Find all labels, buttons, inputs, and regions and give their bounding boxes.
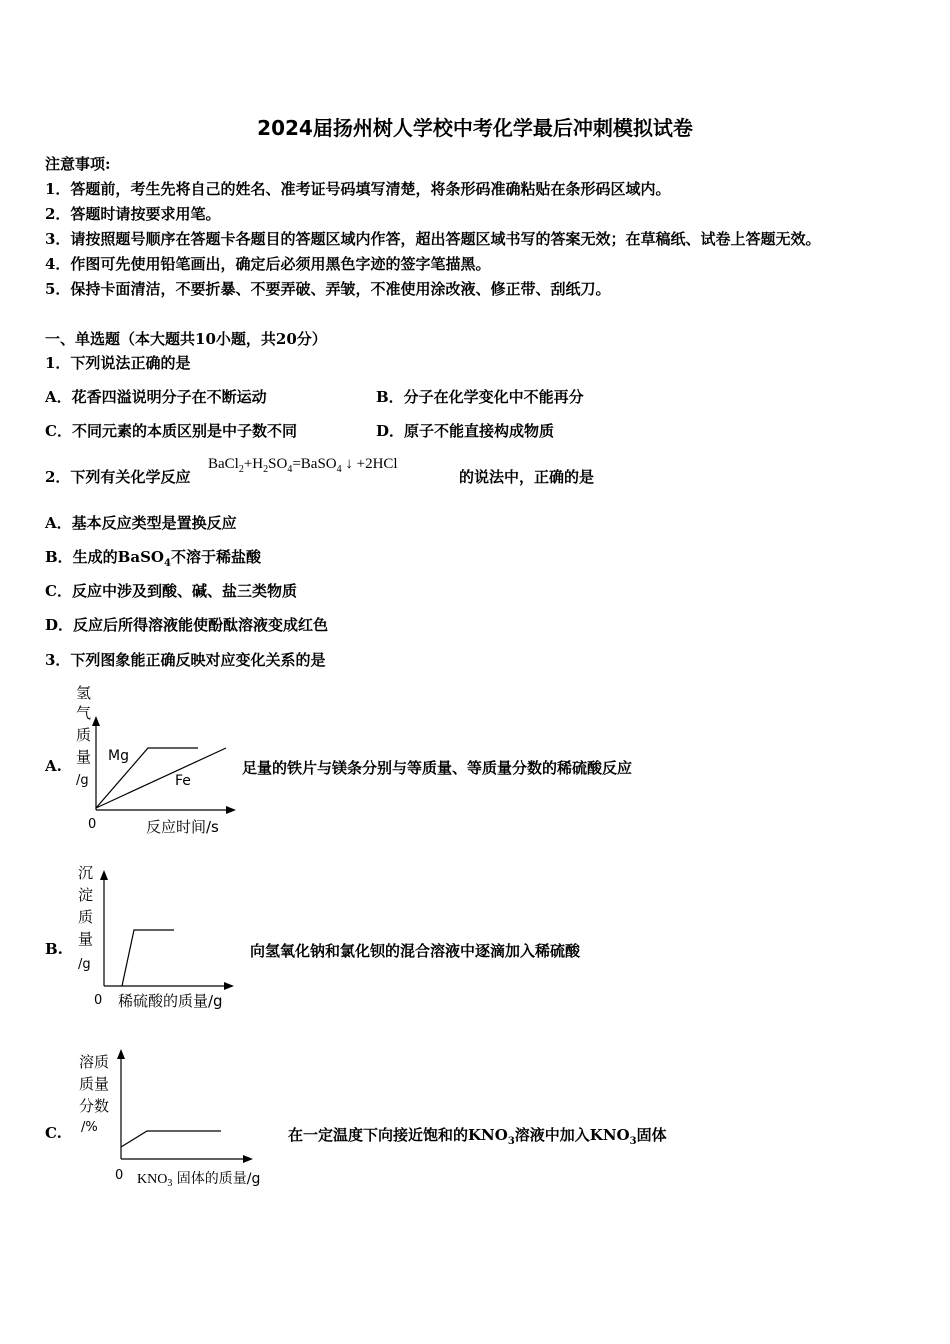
graph-a-ylabel-4: 量 (76, 748, 92, 766)
graph-a-origin: 0 (88, 817, 97, 832)
q2-option-a: A．基本反应类型是置换反应 (45, 514, 237, 532)
graph-b-ylabel-4: 量 (78, 930, 94, 948)
graph-a-y-arrow (92, 716, 100, 726)
q3-option-a-desc: 足量的铁片与镁条分别与等质量、等质量分数的稀硫酸反应 (242, 759, 633, 777)
graph-a-ylabel-3: 质 (76, 726, 92, 744)
graph-a-mg-label: Mg (108, 748, 129, 764)
graph-a-ylabel-5: /g (76, 773, 89, 788)
graph-a-x-arrow (226, 806, 236, 814)
graph-a-xlabel: 反应时间/s (146, 818, 219, 836)
graph-c-origin: 0 (115, 1168, 124, 1183)
graph-c-ylabel-2: 质量 (79, 1075, 110, 1093)
graph-c-ylabel-1: 溶质 (79, 1053, 110, 1071)
q2-option-b: B．生成的BaSO$_4$不溶于稀盐酸 (45, 548, 261, 569)
graph-c-x-arrow (243, 1155, 253, 1163)
graph-b-ylabel-1: 沉 (78, 864, 94, 882)
graph-b-ylabel-3: 质 (78, 908, 94, 926)
q3-graph-a (70, 680, 240, 838)
note-item-1: 1．答题前，考生先将自己的姓名、准考证号码填写清楚，将条形码准确粘贴在条形码区域内。 (45, 180, 671, 198)
page-title: 2024届扬州树人学校中考化学最后冲刺模拟试卷 (257, 116, 693, 140)
note-item-2: 2．答题时请按要求用笔。 (45, 205, 221, 223)
q1-option-c: C．不同元素的本质区别是中子数不同 (45, 422, 297, 440)
graph-a-ylabel-1: 氢 (76, 684, 92, 702)
graph-c-ylabel-3: 分数 (79, 1097, 110, 1115)
section-heading: 一、单选题（本大题共10小题，共20分） (45, 330, 327, 348)
q1-option-a: A．花香四溢说明分子在不断运动 (45, 388, 267, 406)
graph-b-x-arrow (224, 982, 234, 990)
q2-stem-pre: 2．下列有关化学反应 (45, 468, 191, 486)
q3-option-c-desc: 在一定温度下向接近饱和的$KNO_3$溶液中加入$KNO_3$固体 (288, 1126, 667, 1147)
q3-option-c-label: C. (45, 1124, 62, 1142)
graph-b-line (122, 930, 174, 986)
q1-option-b: B．分子在化学变化中不能再分 (376, 388, 584, 406)
graph-b-y-arrow (100, 870, 108, 880)
notes-heading: 注意事项: (45, 155, 111, 173)
note-item-3: 3．请按照题号顺序在答题卡各题目的答题区域内作答，超出答题区域书写的答案无效；在草稿纸、试卷上答题无效。 (45, 230, 821, 248)
q3-option-b-desc: 向氢氧化钠和氯化钡的混合溶液中逐滴加入稀硫酸 (250, 942, 581, 960)
q3-graph-c (75, 1045, 290, 1195)
graph-b-origin: 0 (94, 993, 103, 1008)
q2-option-d: D．反应后所得溶液能使酚酞溶液变成红色 (45, 616, 329, 634)
graph-a-ylabel-2: 气 (76, 704, 92, 722)
note-item-4: 4．作图可先使用铅笔画出，确定后必须用黑色字迹的签字笔描黑。 (45, 255, 491, 273)
q3-option-a-label: A. (45, 757, 62, 775)
q3-option-b-label: B. (45, 940, 63, 958)
graph-c-xlabel: $KNO_3$ 固体的质量/g (137, 1171, 261, 1189)
note-item-5: 5．保持卡面清洁，不要折暴、不要弄破、弄皱，不准使用涂改液、修正带、刮纸刀。 (45, 280, 611, 298)
graph-b-xlabel: 稀硫酸的质量/g (118, 992, 223, 1010)
q1-option-d: D．原子不能直接构成物质 (376, 422, 555, 440)
q2-option-c: C．反应中涉及到酸、碱、盐三类物质 (45, 582, 297, 600)
graph-a-fe-label: Fe (175, 773, 191, 789)
q3-stem: 3．下列图象能正确反映对应变化关系的是 (45, 651, 326, 669)
q3-graph-b (70, 860, 250, 1015)
graph-c-ylabel-4: /% (81, 1120, 98, 1135)
graph-c-line (121, 1131, 221, 1147)
q2-stem-post: 的说法中，正确的是 (459, 468, 595, 486)
q1-stem: 1．下列说法正确的是 (45, 354, 191, 372)
graph-c-y-arrow (117, 1049, 125, 1059)
q2-equation: $BaCl_2+H_2SO_4=BaSO_4$ ↓ +2HCl (208, 456, 398, 475)
graph-b-ylabel-2: 淀 (78, 886, 94, 904)
graph-b-ylabel-5: /g (78, 957, 91, 972)
